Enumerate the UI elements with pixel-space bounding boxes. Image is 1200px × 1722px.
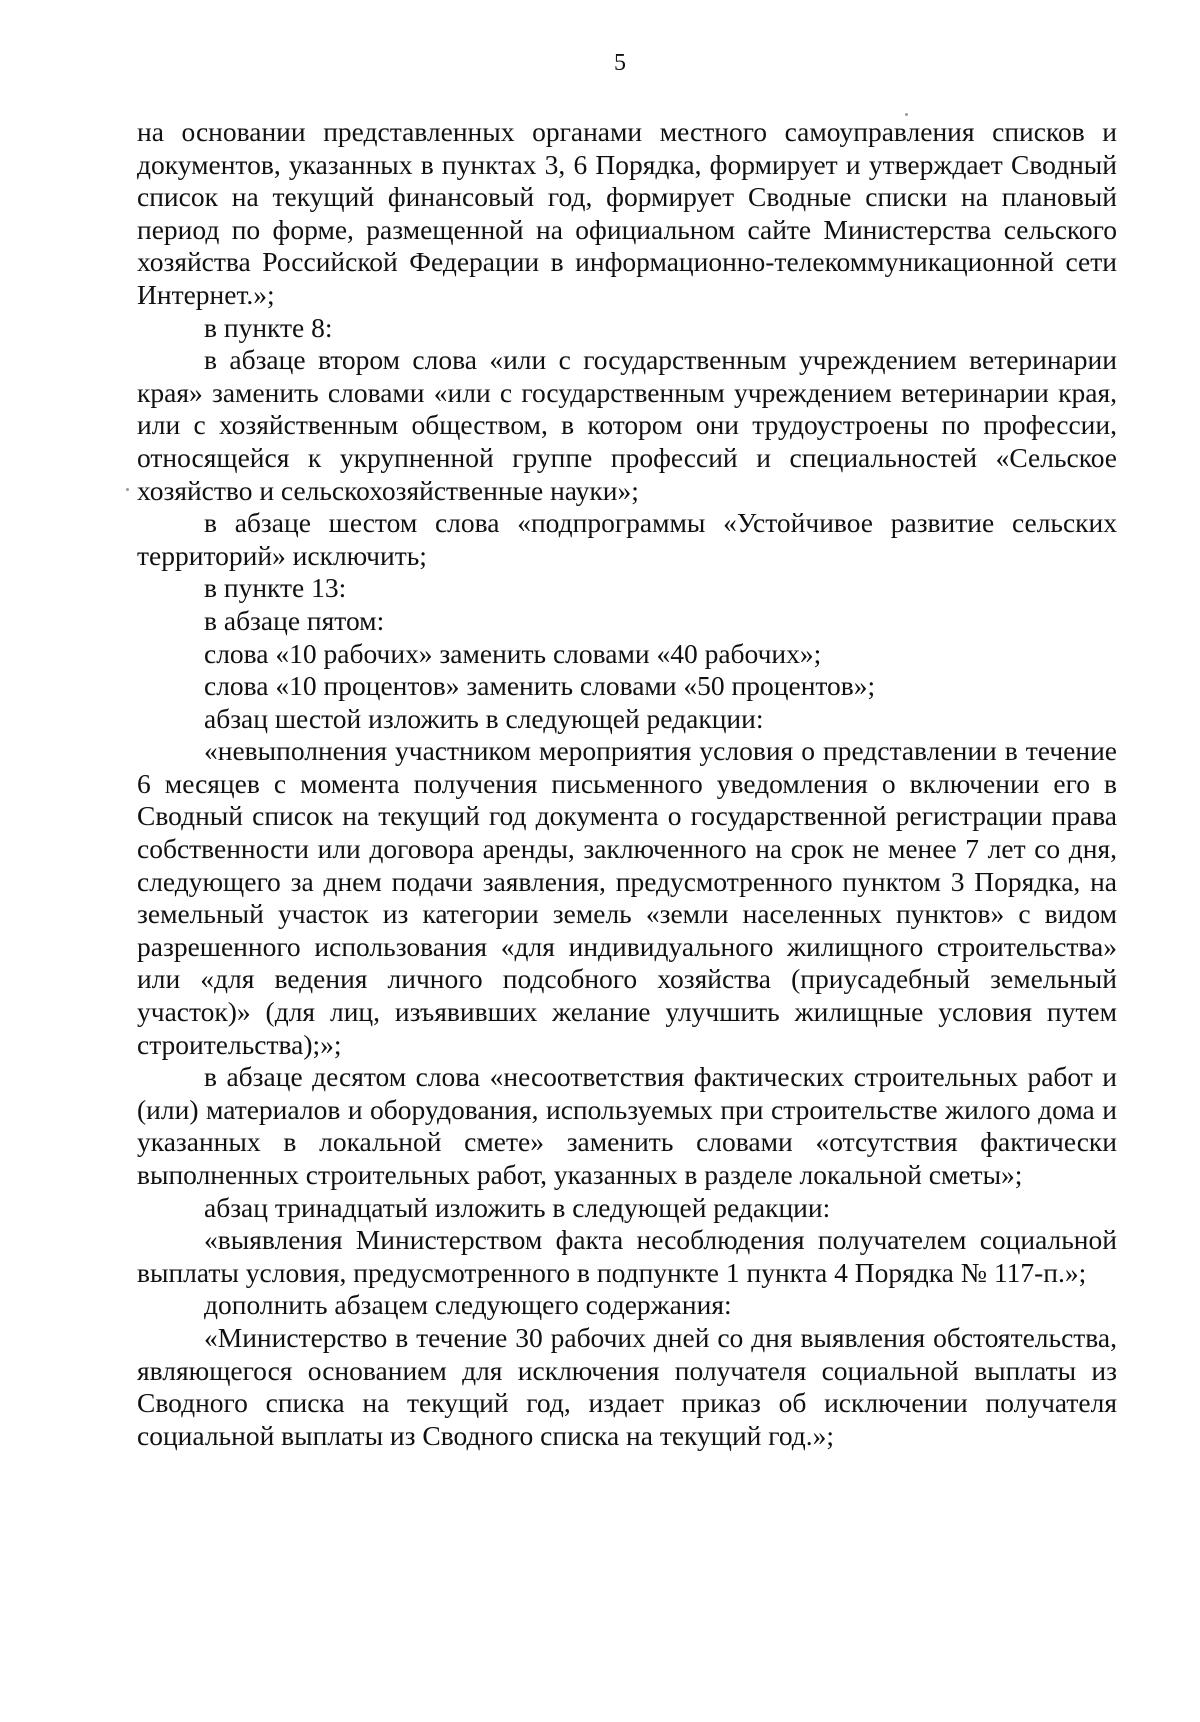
paragraph: «выявления Министерством факта несоблюдения получателем социальной выплаты условия, предусмотренного в подпункте 1 пункта 4 Порядка № 117-п.»; — [137, 1224, 1117, 1288]
paragraph: на основании представленных органами местного самоуправления списков и документов, указанных в пунктах 3, 6 Порядка, формирует и утверждает Сводный список на текущий финансовый год, формирует Сводные списки на плановый период по форме, размещенной на официальном сайте Министерства сельского хозяйства Российской Федерации в информационно-телекоммуникационной сети Интернет.»; — [137, 116, 1117, 310]
paragraph: слова «10 процентов» заменить словами «50 процентов»; — [204, 670, 876, 702]
paragraph: в абзаце десятом слова «несоответствия фактических строительных работ и (или) материалов и оборудования, используемых при строительстве жилого дома и указанных в локальной смете» заменить словами «отсутствия фактически выполненных строительных работ, указанных в разделе локальной сметы»; — [137, 1061, 1117, 1190]
paragraph: «невыполнения участником мероприятия условия о представлении в течение 6 месяцев с момента получения письменного уведомления о включении его в Сводный список на текущий год документа о государственной регистрации права собственности или договора аренды, заключенного на срок не менее 7 лет со дня, следующего за днем подачи заявления, предусмотренного пунктом 3 Порядка, на земельный участок из категории земель «земли населенных пунктов» с видом разрешенного использования «для индивидуального жилищного строительства» или «для ведения личного подсобного хозяйства (приусадебный земельный участок)» (для лиц, изъявивших желание улучшить жилищные условия путем строительства);»; — [137, 735, 1117, 1060]
paragraph: в пункте 8: — [204, 311, 333, 343]
scan-speck — [905, 113, 908, 116]
paragraph: абзац тринадцатый изложить в следующей редакции: — [204, 1191, 831, 1223]
page-number: 5 — [614, 50, 626, 76]
paragraph: в абзаце пятом: — [204, 604, 385, 636]
paragraph: «Министерство в течение 30 рабочих дней со дня выявления обстоятельства, являющегося основанием для исключения получателя социальной выплаты из Сводного списка на текущий год, издает приказ об исключении получателя социальной выплаты из Сводного списка на текущий год.»; — [137, 1321, 1117, 1451]
paragraph: слова «10 рабочих» заменить словами «40 рабочих»; — [204, 637, 822, 669]
document-body — [137, 116, 1117, 1452]
paragraph: в пункте 13: — [204, 572, 347, 604]
paragraph: в абзаце втором слова «или с государственным учреждением ветеринарии края» заменить словами «или с государственным учреждением ветеринарии края, или с хозяйственным обществом, в котором они трудоустроены по профессии, относящейся к укрупненной группе профессий и специальностей «Сельское хозяйство и сельскохозяйственные науки»; — [137, 344, 1117, 506]
paragraph: абзац шестой изложить в следующей редакции: — [204, 702, 764, 734]
paragraph: дополнить абзацем следующего содержания: — [204, 1289, 732, 1321]
paragraph: в абзаце шестом слова «подпрограммы «Устойчивое развитие сельских территорий» исключить; — [137, 507, 1117, 571]
scan-speck — [126, 488, 129, 491]
